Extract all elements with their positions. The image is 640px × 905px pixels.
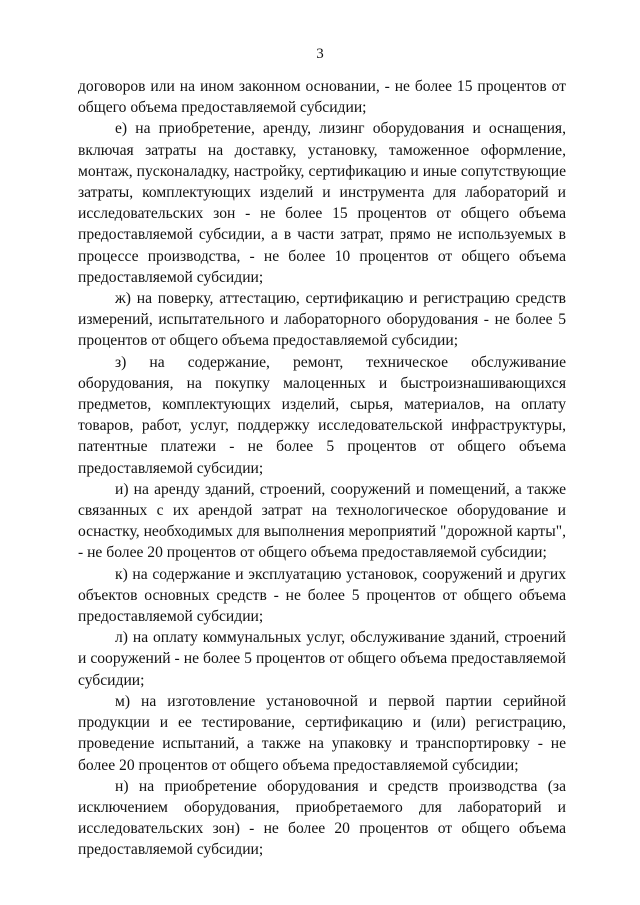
paragraph-k: к) на содержание и эксплуатацию установок, сооружений и других объектов основных средств - не более 5 процентов от общего объема предоставляемой субсидии;: [78, 565, 566, 626]
paragraph-continuation: договоров или на ином законном основании, - не более 15 процентов от общего объема предоставляемой субсидии;: [78, 78, 566, 117]
paragraph-z: з) на содержание, ремонт, техническое обслуживание оборудования, на покупку малоценных и быстроизнашивающихся предметов, комплектующих изделий, сырья, материалов, на оплату товаров, работ, услуг, поддержку исследовательской инфраструктуры, патентные платежи - не более 5 процентов от общего объема предоставляемой субсидии;: [78, 353, 566, 477]
paragraph-e: е) на приобретение, аренду, лизинг оборудования и оснащения, включая затраты на доставку, установку, таможенное оформление, монтаж, пусконаладку, настройку, сертификацию и иные сопутствующие затраты, комплектующих изделий и инструмента для лабораторий и исследовательских зон - не более 15 процентов от общего объема предоставляемой субсидии, а в части затрат, прямо не используемых в процессе производства, - не более 10 процентов от общего объема предоставляемой субсидии;: [78, 120, 566, 286]
paragraph-i: и) на аренду зданий, строений, сооружений и помещений, а также связанных с их арендой затрат на технологическое оборудование и оснастку, необходимых для выполнения мероприятий "дорожной карты", - не более 20 процентов от общего объема предоставляемой субсидии;: [78, 480, 566, 562]
paragraph-n: н) на приобретение оборудования и средств производства (за исключением оборудования, приобретаемого для лабораторий и исследовательских зон) - не более 20 процентов от общего объема предоставляемой субсидии;: [78, 777, 566, 859]
paragraph-m: м) на изготовление установочной и первой партии серийной продукции и ее тестирование, сертификацию и (или) регистрацию, проведение испытаний, а также на упаковку и транспортировку - не более 20 процентов от общего объема предоставляемой субсидии;: [78, 692, 566, 774]
paragraph-zh: ж) на поверку, аттестацию, сертификацию и регистрацию средств измерений, испытательного и лабораторного оборудования - не более 5 процентов от общего объема предоставляемой субсидии;: [78, 290, 566, 350]
page-number: 3: [316, 46, 324, 62]
document-body: [78, 76, 566, 861]
paragraph-l: л) на оплату коммунальных услуг, обслуживание зданий, строений и сооружений - не более 5 процентов от общего объема предоставляемой субсидии;: [78, 629, 566, 689]
